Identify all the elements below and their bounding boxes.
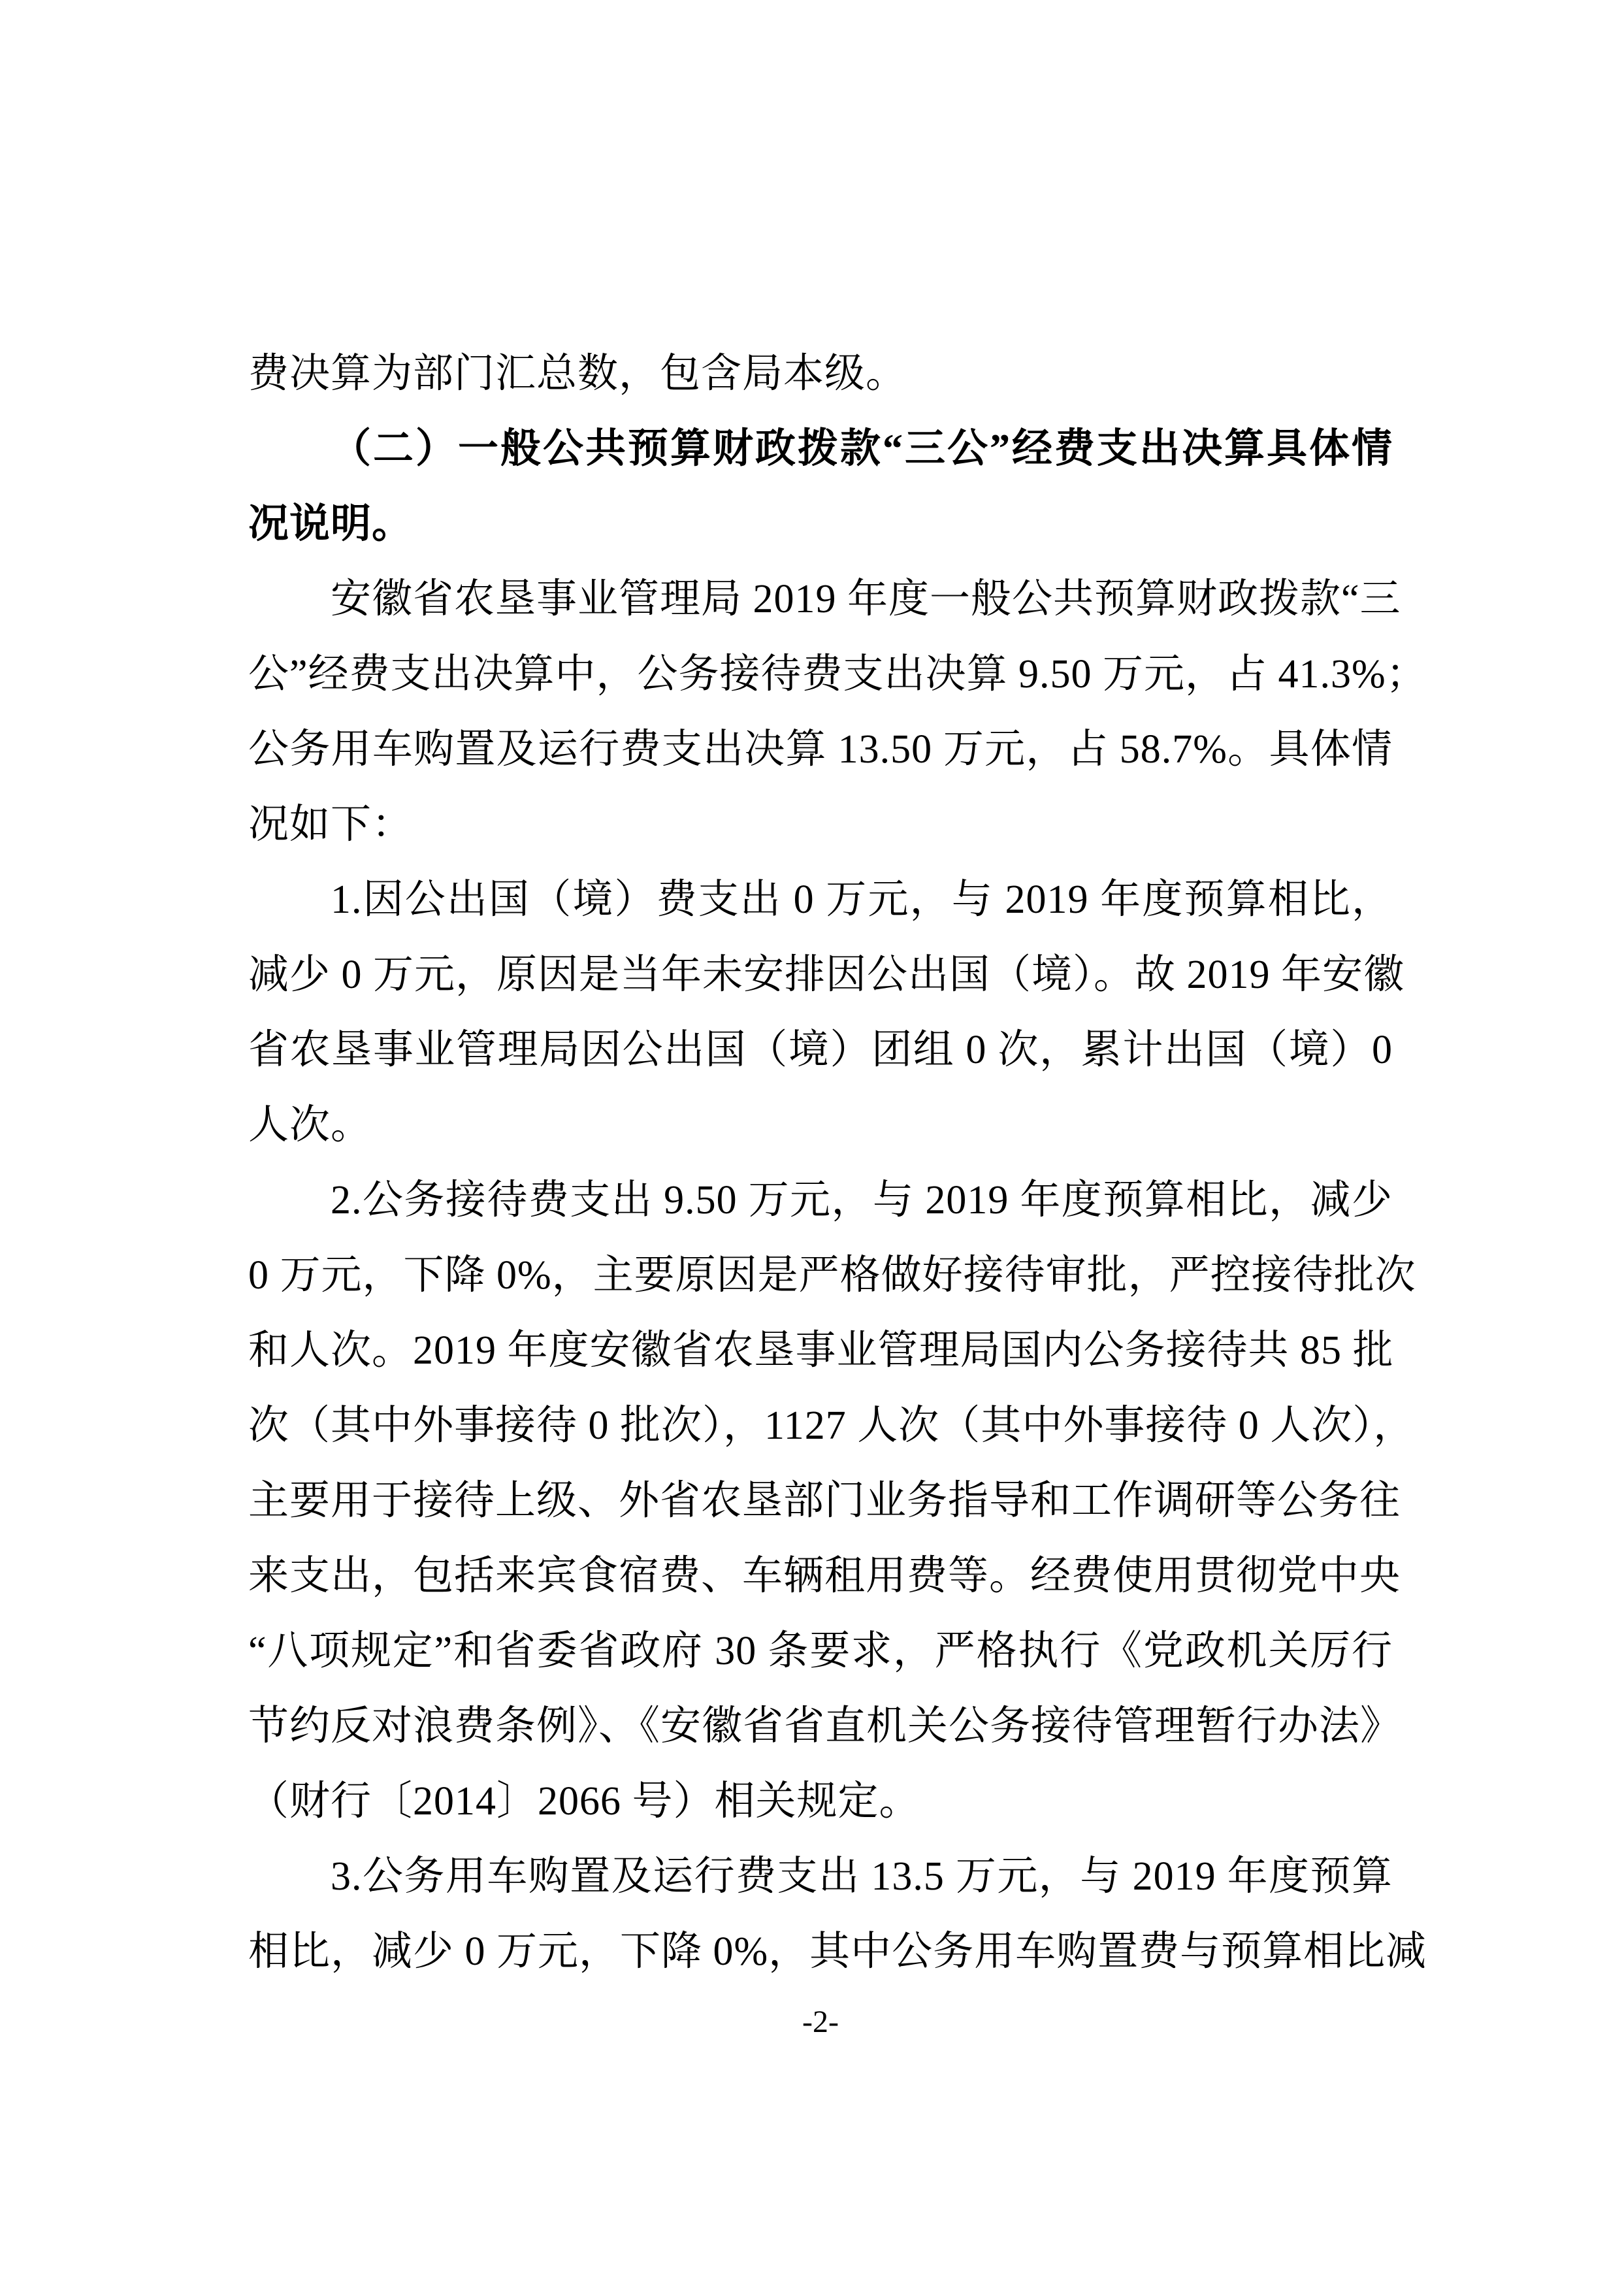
text-line: 次（其中外事接待 0 批次），1127 人次（其中外事接待 0 人次）， (248, 1403, 1415, 1448)
text-line: 况说明。 (248, 502, 414, 546)
text-line: 来支出，包括来宾食宿费、车辆租用费等。经费使用贯彻党中央 (248, 1554, 1401, 1598)
text-line: 和人次。2019 年度安徽省农垦事业管理局国内公务接待共 85 批 (248, 1328, 1394, 1373)
text-line: 费决算为部门汇总数，包含局本级。 (248, 352, 907, 396)
text-line: 2.公务接待费支出 9.50 万元，与 2019 年度预算相比，减少 (331, 1178, 1393, 1222)
page-number: -2- (802, 2005, 839, 2039)
text-line: （二）一般公共预算财政拨款“三公”经费支出决算具体情 (331, 427, 1393, 471)
text-line: 公”经费支出决算中，公务接待费支出决算 9.50 万元，占 41.3%； (248, 652, 1427, 696)
text-line: 省农垦事业管理局因公出国（境）团组 0 次，累计出国（境）0 (248, 1028, 1393, 1072)
text-line: 主要用于接待上级、外省农垦部门业务指导和工作调研等公务往 (248, 1479, 1401, 1523)
text-line: 节约反对浪费条例》、《安徽省省直机关公务接待管理暂行办法》 (248, 1704, 1402, 1748)
text-line: 安徽省农垦事业管理局 2019 年度一般公共预算财政拨款“三 (331, 577, 1401, 621)
document-body (248, 336, 1427, 1990)
text-line: 人次。 (248, 1103, 372, 1147)
text-line: 减少 0 万元，原因是当年未安排因公出国（境）。故 2019 年安徽 (248, 953, 1405, 997)
text-line: 1.因公出国（境）费支出 0 万元，与 2019 年度预算相比， (331, 877, 1393, 922)
text-line: “八项规定”和省委省政府 30 条要求，严格执行《党政机关厉行 (248, 1629, 1393, 1673)
text-line: （财行〔2014〕2066 号）相关规定。 (248, 1779, 920, 1824)
text-line: 公务用车购置及运行费支出决算 13.50 万元，占 58.7%。具体情 (248, 727, 1393, 772)
text-line: 3.公务用车购置及运行费支出 13.5 万元，与 2019 年度预算 (331, 1854, 1393, 1899)
text-line: 况如下： (248, 802, 414, 847)
text-line: 相比，减少 0 万元，下降 0%，其中公务用车购置费与预算相比减 (248, 1929, 1427, 1974)
text-line: 0 万元，下降 0%，主要原因是严格做好接待审批，严控接待批次 (248, 1253, 1416, 1298)
